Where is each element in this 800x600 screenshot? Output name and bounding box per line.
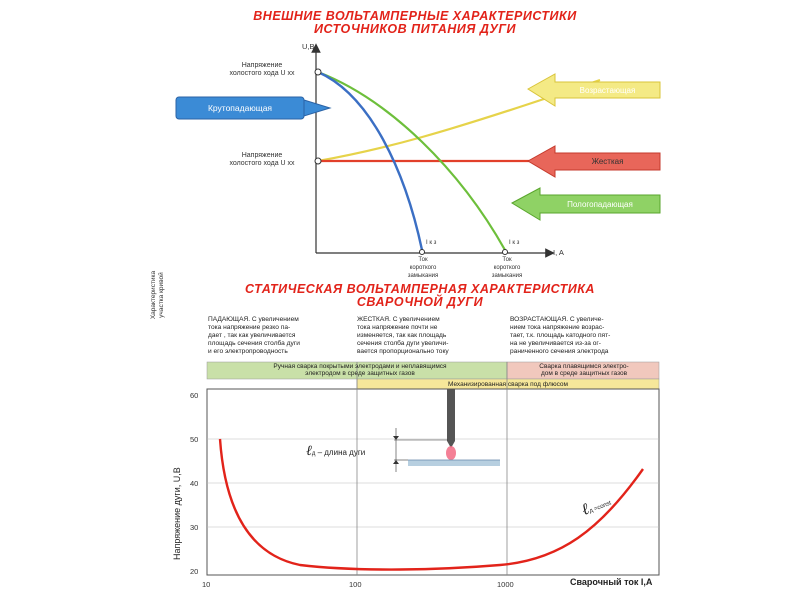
desc-falling-l4: площадь сечения столба дуги bbox=[208, 340, 300, 347]
y-tick-50: 50 bbox=[190, 435, 199, 444]
arc-length-sub: д bbox=[311, 451, 316, 457]
desc-falling-l5: и его электропроводность bbox=[208, 348, 288, 355]
short-1-l3: замыкания bbox=[407, 273, 439, 279]
band-consumable-label bbox=[510, 363, 658, 377]
x-tick-10: 10 bbox=[202, 580, 211, 589]
callout-rising-label: Возрастающая bbox=[579, 86, 636, 95]
desc-rising-l3: тает, т.к. площадь катодного пят- bbox=[510, 332, 611, 339]
uxx-label-top-line1: Напряжение bbox=[241, 62, 283, 69]
callout-steep-label: Крутопадающая bbox=[207, 103, 273, 113]
short-2-l3: замыкания bbox=[491, 273, 523, 279]
ikz-label-1: I к з bbox=[426, 240, 437, 246]
x-tick-100: 100 bbox=[349, 580, 362, 589]
short-1-l2: короткого bbox=[409, 265, 437, 271]
band-consumable-l2: дом в среде защитных газов bbox=[540, 370, 628, 377]
short-2-l2: короткого bbox=[493, 265, 521, 271]
desc-rising-l5: раниченного сечения электрода bbox=[510, 348, 609, 355]
ikz-label-2: I к з bbox=[509, 240, 520, 246]
desc-rising-l1: ВОЗРАСТАЮЩАЯ. С увеличе- bbox=[510, 316, 604, 323]
band-manual-l2: электродом в среде защитных газов bbox=[305, 370, 415, 377]
top-title-line1: ВНЕШНИЕ ВОЛЬТАМПЕРНЫЕ ХАРАКТЕРИСТИКИ bbox=[253, 9, 577, 23]
callout-rigid-label: Жесткая bbox=[591, 157, 624, 166]
top-title-line2: ИСТОЧНИКОВ ПИТАНИЯ ДУГИ bbox=[313, 22, 517, 36]
arc-const-text: д =const bbox=[588, 500, 613, 515]
y-axis-label-top: U,B bbox=[302, 42, 315, 51]
desc-rigid-l5: вается пропорционально току bbox=[357, 348, 449, 355]
band-manual-label bbox=[220, 363, 500, 377]
arc-length-symbol: ℓ bbox=[306, 443, 312, 459]
arc-length-label bbox=[306, 443, 365, 460]
plot-frame bbox=[207, 389, 659, 575]
bottom-title-line1: СТАТИЧЕСКАЯ ВОЛЬТАМПЕРНАЯ ХАРАКТЕРИСТИКА bbox=[245, 282, 595, 296]
desc-rising-l4: на не увеличивается из-за ог- bbox=[510, 340, 601, 347]
desc-falling-l2: тока напряжение резко па- bbox=[208, 324, 291, 331]
desc-rigid-l1: ЖЕСТКАЯ. С увеличением bbox=[357, 316, 440, 323]
y-tick-60: 60 bbox=[190, 391, 199, 400]
arc-length-text: – длина дуги bbox=[317, 448, 366, 457]
x-axis-label-bottom: Сварочный ток I,А bbox=[570, 577, 653, 587]
band-manual-l1: Ручная сварка покрытыми электродами и неплавящимся bbox=[273, 363, 447, 370]
y-tick-30: 30 bbox=[190, 523, 199, 532]
desc-falling-l1: ПАДАЮЩАЯ. С увеличением bbox=[208, 316, 299, 323]
desc-rigid-l2: тока напряжение почти не bbox=[357, 324, 438, 331]
callout-gentle-label: Пологопадающая bbox=[567, 200, 633, 209]
uxx-label-top-line2: холостого хода U хх bbox=[229, 70, 295, 77]
desc-rigid-l3: изменяется, так как площадь bbox=[357, 332, 447, 339]
arc-const-symbol: ℓ bbox=[578, 498, 592, 519]
band-submerged-label: Механизированная сварка под флюсом bbox=[447, 381, 569, 388]
side-label-l1: Характеристика bbox=[150, 270, 157, 320]
desc-rigid-l4: сечения столба дуги увеличи- bbox=[357, 340, 449, 347]
x-axis-label-top: I, A bbox=[553, 248, 564, 257]
uxx-label-mid-line1: Напряжение bbox=[241, 152, 283, 159]
short-1-l1: Ток bbox=[418, 257, 428, 263]
short-2-l1: Ток bbox=[502, 257, 512, 263]
desc-falling-l3: дает , так как увеличивается bbox=[208, 332, 296, 339]
bottom-title-line2: СВАРОЧНОЙ ДУГИ bbox=[356, 295, 484, 309]
y-tick-20: 20 bbox=[190, 567, 199, 576]
y-tick-40: 40 bbox=[190, 479, 199, 488]
y-axis-label-bottom: Напряжение дуги, U,B bbox=[172, 467, 182, 560]
side-label-l2: участка кривой bbox=[158, 272, 165, 318]
band-consumable-l1: Сварка плавящимся электро- bbox=[539, 363, 629, 370]
x-tick-1000: 1000 bbox=[497, 580, 514, 589]
desc-rising-l2: нием тока напряжение возрас- bbox=[510, 324, 605, 331]
uxx-label-mid-line2: холостого хода U хх bbox=[229, 160, 295, 167]
